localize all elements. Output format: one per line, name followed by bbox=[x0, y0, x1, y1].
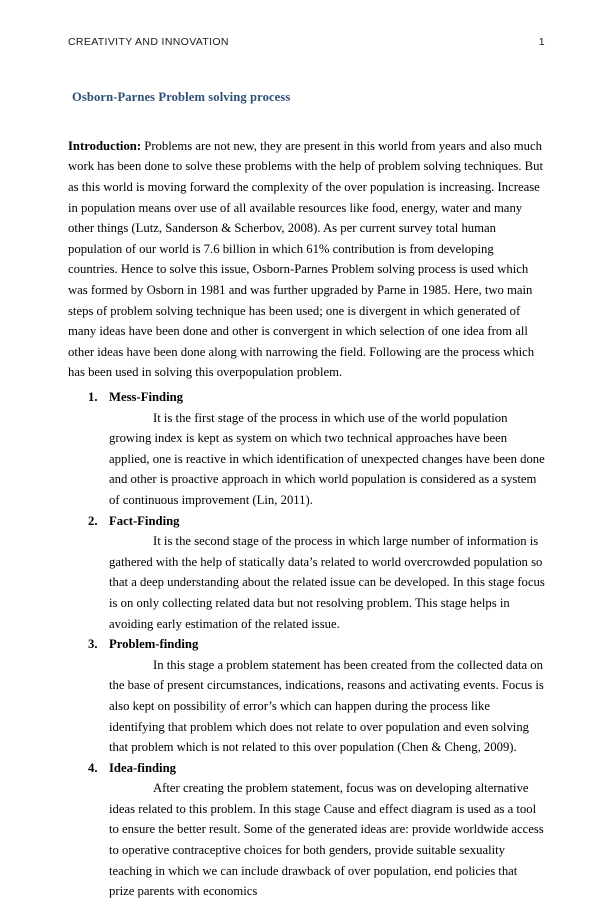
page-number: 1 bbox=[538, 36, 545, 48]
list-item bbox=[109, 511, 545, 635]
document-body bbox=[68, 88, 545, 902]
running-header-title: CREATIVITY AND INNOVATION bbox=[68, 36, 229, 48]
stage-heading: Problem-finding bbox=[109, 637, 199, 652]
stage-list bbox=[68, 387, 545, 902]
list-item bbox=[109, 387, 545, 511]
stage-body: It is the second stage of the process in which large number of information is gathered with the help of statically data’s related to world overcrowded population so that a deep understanding about the related issue can be developed. In this stage focus is on only collecting related data but not resolving problem. This stage helps in avoiding early estimation of the related issue. bbox=[109, 534, 545, 631]
stage-heading: Fact-Finding bbox=[109, 513, 180, 528]
stage-body: In this stage a problem statement has been created from the collected data on the base of present circumstances, indications, reasons and activating events. Focus is also kept on possibility of error’s which can happen during the process like identifying that problem which does not relate to over population and even solving that problem which is not related to this over population (Chen & Cheng, 2009). bbox=[109, 657, 544, 755]
stage-body: It is the first stage of the process in which use of the world population growing index is kept as system on which two technical approaches have been applied, one is reactive in which identification of unexpected changes have been done and other is proactive approach in which world population is considered as a system of continuous improvement (Lin, 2011). bbox=[109, 410, 545, 507]
stage-heading: Idea-finding bbox=[109, 760, 176, 775]
list-item bbox=[109, 634, 545, 758]
stage-heading: Mess-Finding bbox=[109, 390, 184, 405]
introduction-label: Introduction: bbox=[68, 138, 142, 153]
stage-body: After creating the problem statement, focus was on developing alternative ideas related to this problem. In this stage Cause and effect diagram is used as a tool to ensure the better result. Some of the generated ideas are: provide worldwide access to operative contraceptive choices for both genders, provide suitable sexuality teaching in which we can include drawback of over population, end policies that prize parents with economics bbox=[109, 781, 544, 899]
running-header bbox=[68, 36, 545, 52]
introduction-paragraph bbox=[68, 136, 545, 383]
introduction-text: Problems are not new, they are present in this world from years and also much work has been done to solve these problems with the help of problem solving techniques. But as this world is moving forward the complexity of the over population is increasing. Increase in population means over use of all available resources like food, energy, water and many other things (Lutz, Sanderson & Scherbov, 2008). As per current survey total human population of our world is 7.6 billion in which 61% contribution is from developing countries. Hence to solve this issue, Osborn-Parnes Problem solving process is used which was formed by Osborn in 1981 and was further upgraded by Parne in 1985. Here, two main steps of problem solving technique has been used; one is divergent in which generated of many ideas have been done and other is convergent in which selection of one idea from all other ideas have been done along with narrowing the field. Following are the process which has been used in solving this overpopulation problem. bbox=[68, 138, 543, 380]
list-item bbox=[109, 758, 545, 902]
page-title: Osborn-Parnes Problem solving process bbox=[72, 90, 291, 104]
